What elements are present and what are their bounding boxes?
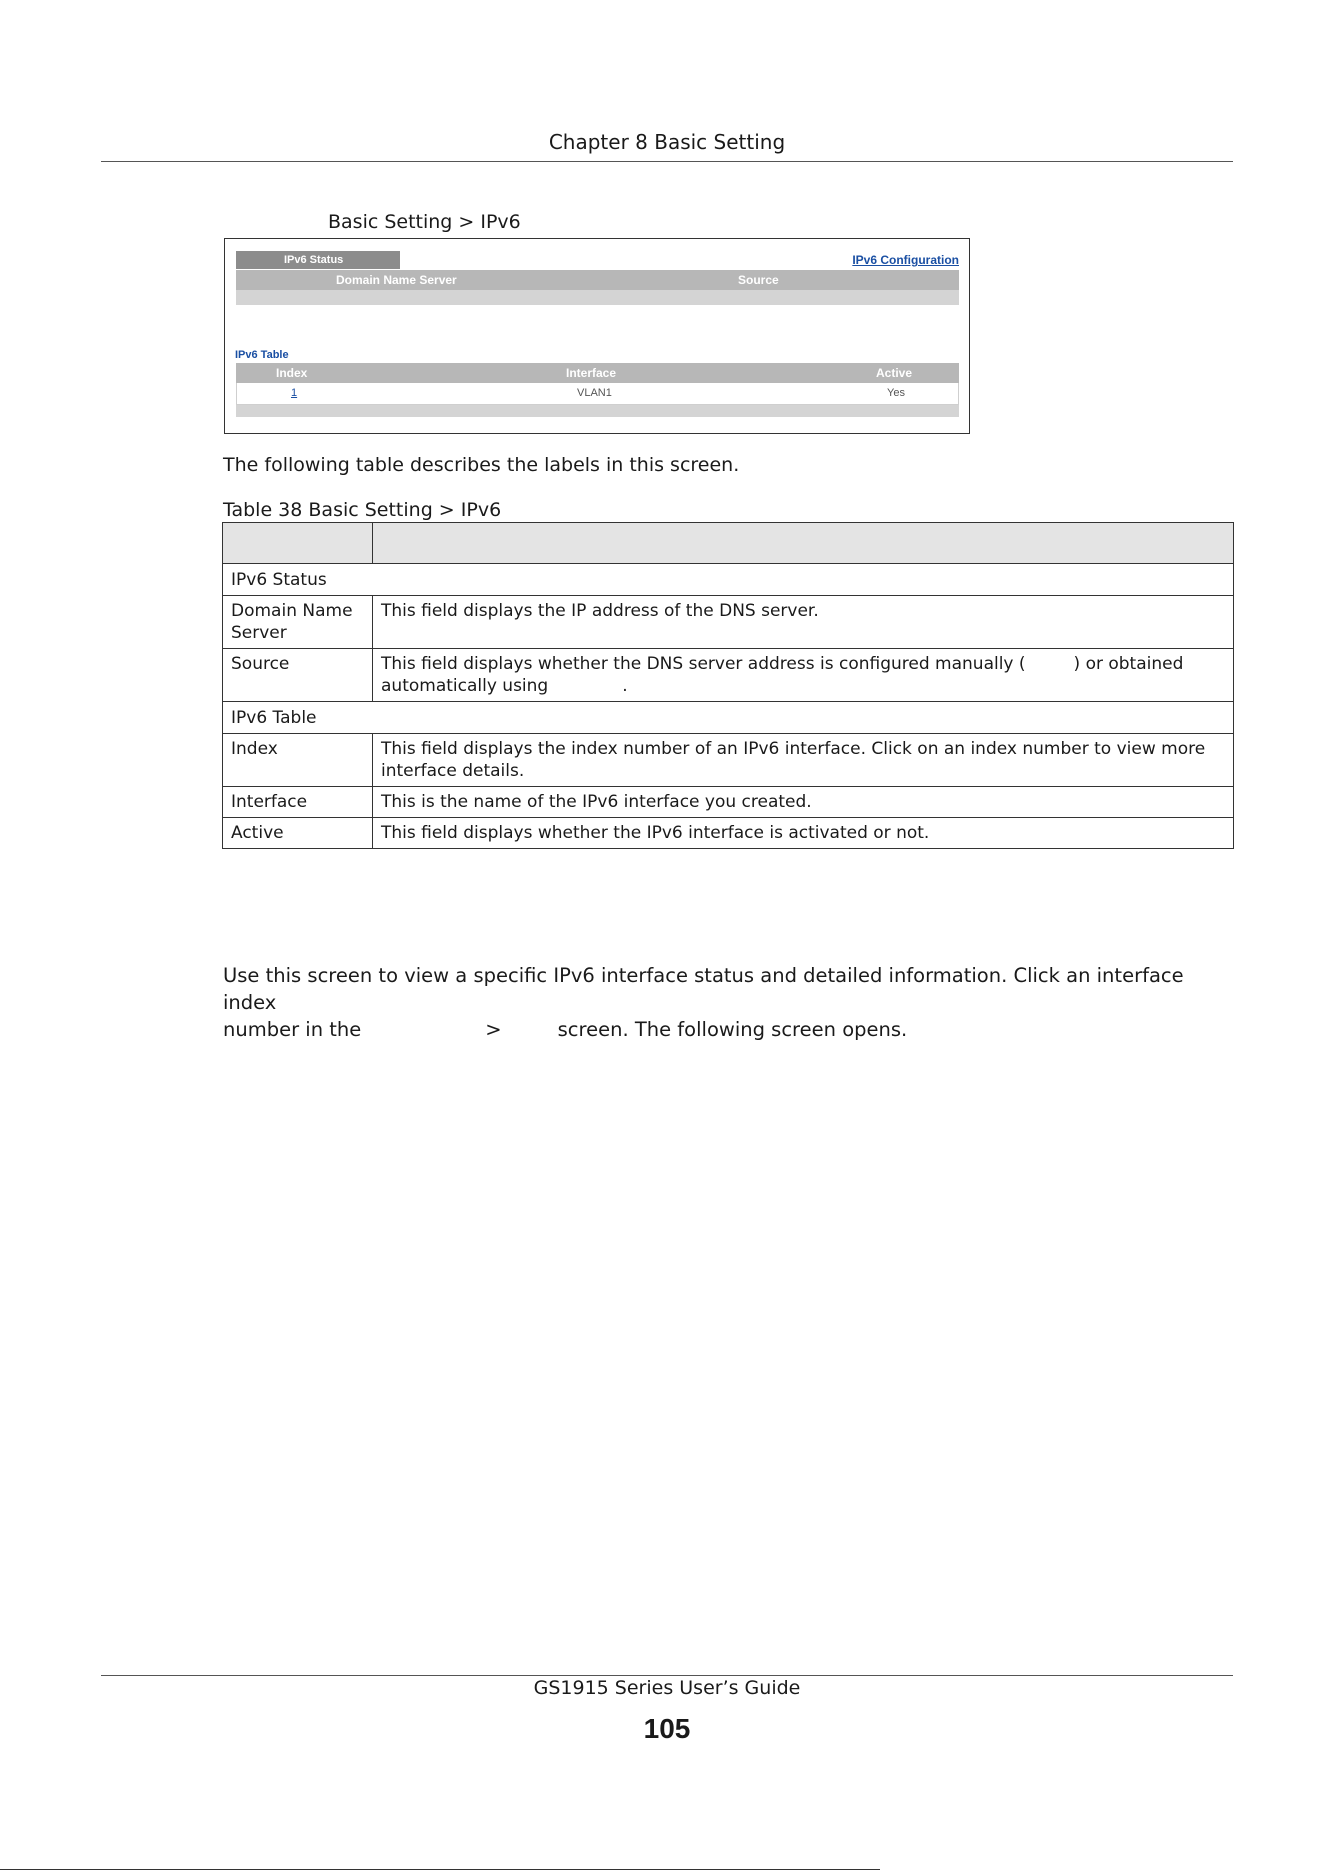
- ipv6-table-header: [236, 363, 959, 383]
- table-row: [236, 383, 959, 405]
- body-part: >: [485, 1018, 502, 1041]
- row-label: Source: [223, 649, 373, 702]
- table-row: [223, 649, 1234, 702]
- bottom-divider: [0, 1869, 880, 1870]
- description-header-cell: [373, 523, 1234, 564]
- description-part: ) or obtained automatically using: [381, 654, 1184, 696]
- figure-caption: Basic Setting > IPv6: [328, 211, 521, 233]
- row-label: Domain Name Server: [223, 596, 373, 649]
- body-part: number in the: [223, 1018, 362, 1041]
- row-description: This field displays the index number of an IPv6 interface. Click on an index number to view more interface details.: [373, 734, 1234, 787]
- row-label: Active: [223, 818, 373, 849]
- body-paragraph: [223, 962, 1233, 1043]
- row-description: This field displays the IP address of the DNS server.: [373, 596, 1234, 649]
- section-ipv6-table: IPv6 Table: [223, 702, 1234, 734]
- table-header-row: [223, 523, 1234, 564]
- body-line: Use this screen to view a specific IPv6 interface status and detailed information. Click an interface index: [223, 964, 1184, 1014]
- label-header-cell: [223, 523, 373, 564]
- description-table: [222, 522, 1234, 849]
- ipv6-screenshot: [224, 238, 970, 434]
- description-part: This field displays whether the DNS server address is configured manually (: [381, 654, 1026, 674]
- description-part: .: [622, 676, 628, 696]
- body-part: screen. The following screen opens.: [557, 1018, 908, 1041]
- footer-divider: [101, 1675, 1233, 1676]
- dns-table-header: [236, 270, 959, 290]
- column-header-source: Source: [738, 273, 779, 287]
- chapter-header: Chapter 8 Basic Setting: [548, 130, 786, 154]
- table-row: [223, 596, 1234, 649]
- column-header-interface: Interface: [566, 366, 617, 380]
- footer-guide-title: GS1915 Series User’s Guide: [533, 1677, 801, 1699]
- section-ipv6-status: IPv6 Status: [223, 564, 1234, 596]
- dns-table-footer: [236, 290, 959, 305]
- active-cell: Yes: [887, 387, 905, 399]
- ipv6-table-footer: [236, 405, 959, 417]
- header-divider: [101, 161, 1233, 162]
- column-header-index: Index: [276, 366, 308, 380]
- ipv6-configuration-link[interactable]: IPv6 Configuration: [852, 253, 959, 267]
- index-link[interactable]: 1: [291, 387, 298, 399]
- row-description: [373, 649, 1234, 702]
- table-row: [223, 734, 1234, 787]
- row-description: This field displays whether the IPv6 interface is activated or not.: [373, 818, 1234, 849]
- row-label: Interface: [223, 787, 373, 818]
- interface-cell: VLAN1: [577, 387, 612, 399]
- row-label: Index: [223, 734, 373, 787]
- table-caption: Table 38 Basic Setting > IPv6: [223, 499, 502, 521]
- column-header-domain-name-server: Domain Name Server: [336, 273, 457, 287]
- row-description: This is the name of the IPv6 interface you created.: [373, 787, 1234, 818]
- column-header-active: Active: [876, 366, 913, 380]
- intro-text: The following table describes the labels in this screen.: [223, 454, 740, 476]
- body-line: [223, 1016, 1233, 1043]
- page-number: 105: [643, 1713, 691, 1744]
- table-row: [223, 564, 1234, 596]
- table-row: [223, 702, 1234, 734]
- table-row: [223, 787, 1234, 818]
- ipv6-table-label: IPv6 Table: [235, 349, 289, 361]
- table-row: [223, 818, 1234, 849]
- tab-ipv6-status[interactable]: IPv6 Status: [236, 251, 400, 269]
